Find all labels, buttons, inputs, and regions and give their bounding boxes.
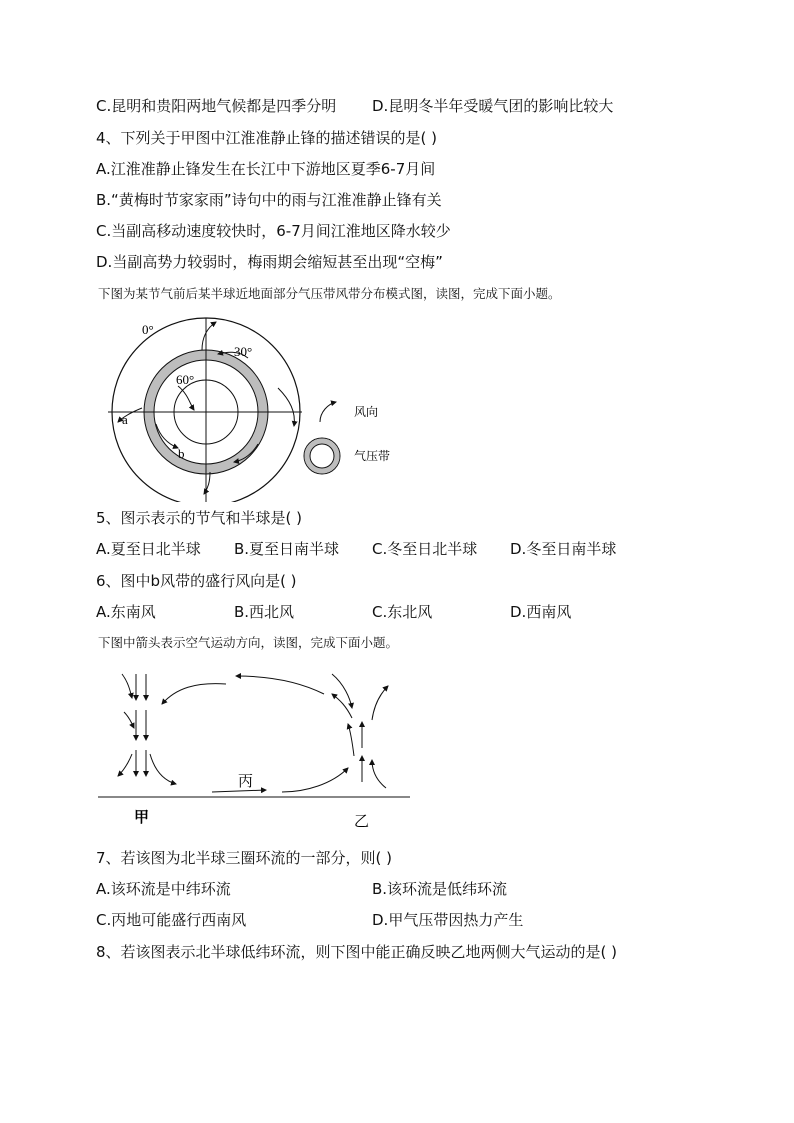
q6-stem: 6、图中b风带的盛行风向是( ) bbox=[96, 572, 297, 590]
q7-option-a: A.该环流是中纬环流 bbox=[96, 880, 231, 898]
q7-option-c: C.丙地可能盛行西南风 bbox=[96, 911, 247, 929]
legend-wind-arrow-icon bbox=[320, 402, 336, 422]
pressure-belt-figure bbox=[98, 312, 418, 502]
q5-option-b: B.夏至日南半球 bbox=[234, 540, 340, 558]
circulation-figure bbox=[96, 664, 416, 834]
q4-stem: 4、下列关于甲图中江淮准静止锋的描述错误的是( ) bbox=[96, 129, 438, 147]
label-bing: 丙 bbox=[238, 772, 254, 790]
q5-option-c: C.冬至日北半球 bbox=[372, 540, 478, 558]
label-a: a bbox=[122, 412, 128, 427]
q7-option-b: B.该环流是低纬环流 bbox=[372, 880, 508, 898]
wind-arrow bbox=[204, 472, 210, 494]
label-60-degree: 60° bbox=[176, 372, 195, 387]
q4-option-a: A.江淮准静止锋发生在长江中下游地区夏季6-7月间 bbox=[96, 160, 436, 178]
intro-figure-2: 下图中箭头表示空气运动方向，读图，完成下面小题。 bbox=[98, 635, 399, 650]
legend-wind-label: 风向 bbox=[354, 405, 379, 419]
q4-option-b: B.“黄梅时节家家雨”诗句中的雨与江淮准静止锋有关 bbox=[96, 191, 442, 209]
q7-stem: 7、若该图为北半球三圈环流的一部分，则( ) bbox=[96, 849, 393, 867]
q6-option-d: D.西南风 bbox=[510, 603, 572, 621]
q4-option-d: D.当副高势力较弱时，梅雨期会缩短甚至出现“空梅” bbox=[96, 253, 443, 271]
label-yi: 乙 bbox=[354, 812, 370, 830]
wind-arrow bbox=[178, 386, 194, 410]
intro-figure-1: 下图为某节气前后某半球近地面部分气压带风带分布模式图，读图，完成下面小题。 bbox=[98, 286, 561, 301]
q6-option-c: C.东北风 bbox=[372, 603, 433, 621]
q5-option-d: D.冬至日南半球 bbox=[510, 540, 617, 558]
q8-stem: 8、若该图表示北半球低纬环流，则下图中能正确反映乙地两侧大气运动的是( ) bbox=[96, 943, 618, 961]
q5-option-a: A.夏至日北半球 bbox=[96, 540, 201, 558]
label-0-degree: 0° bbox=[142, 322, 154, 337]
q6-option-a: A.东南风 bbox=[96, 603, 156, 621]
legend-belt-label: 气压带 bbox=[354, 449, 391, 463]
q3-option-c: C.昆明和贵阳两地气候都是四季分明 bbox=[96, 97, 337, 115]
q4-option-c: C.当副高移动速度较快时，6-7月间江淮地区降水较少 bbox=[96, 222, 451, 240]
wind-arrow bbox=[278, 388, 294, 426]
label-b: b bbox=[178, 446, 185, 461]
q3-option-d: D.昆明冬半年受暖气团的影响比较大 bbox=[372, 97, 614, 115]
q5-stem: 5、图示表示的节气和半球是( ) bbox=[96, 509, 303, 527]
q7-option-d: D.甲气压带因热力产生 bbox=[372, 911, 524, 929]
q6-option-b: B.西北风 bbox=[234, 603, 295, 621]
label-jia: 甲 bbox=[134, 808, 150, 826]
wind-arrow bbox=[202, 322, 216, 350]
label-30-degree: 30° bbox=[234, 344, 253, 359]
